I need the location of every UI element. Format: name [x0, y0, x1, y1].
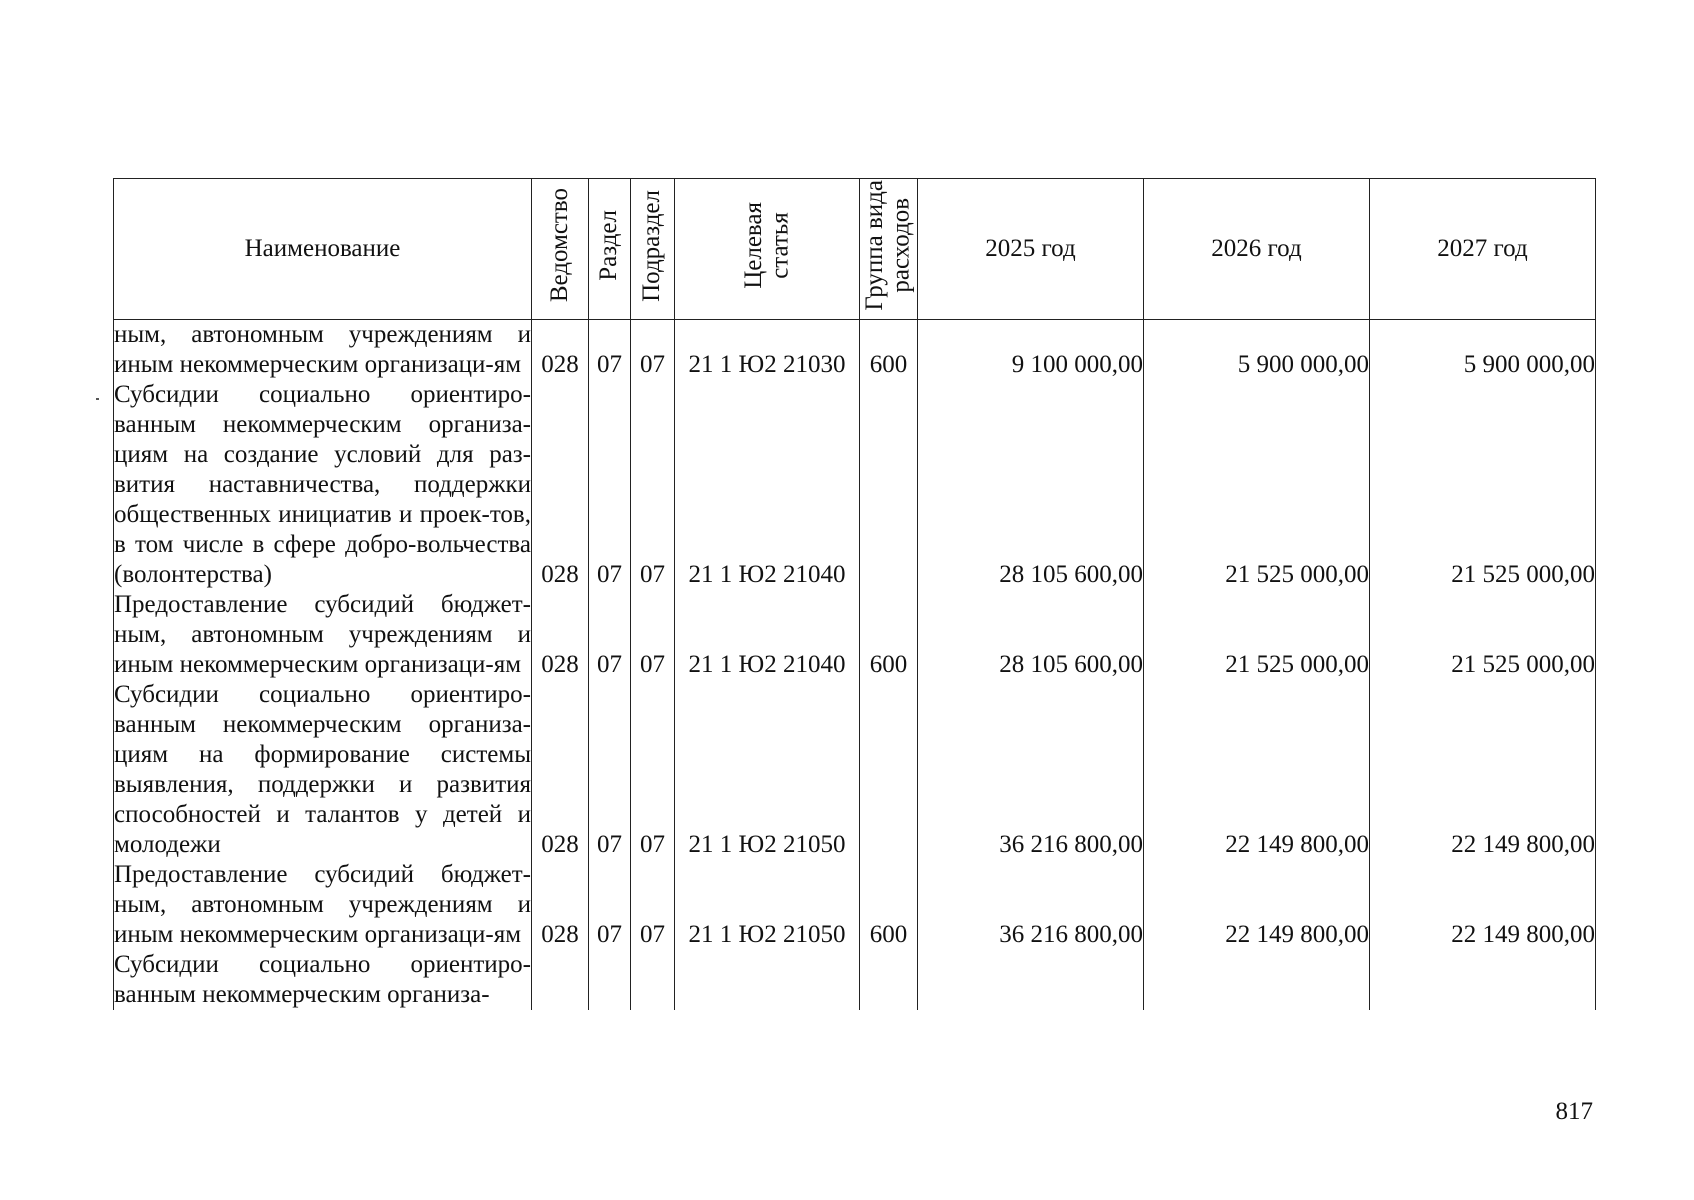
row-vedomstvo: 028 — [532, 680, 589, 860]
header-vedomstvo — [532, 179, 589, 320]
row-podrazdel: 07 — [631, 590, 675, 680]
header-target-line1: Целевая — [739, 202, 767, 289]
header-razdel — [589, 179, 631, 320]
row-2025: 28 105 600,00 — [918, 380, 1144, 590]
budget-table — [113, 178, 1596, 1010]
header-name: Наименование — [114, 179, 532, 320]
header-podrazdel-label: Подраздел — [638, 189, 666, 302]
row-name: Субсидии социально ориентиро-ванным некоммерческим организа-циям на создание условий для раз-вития наставничества, поддержки общественных инициатив и проек-тов, в том числе в сфере добро-вольчества (волонтерства) — [114, 381, 531, 588]
row-group: 600 — [860, 320, 918, 381]
scan-speck — [96, 398, 99, 400]
row-vedomstvo: 028 — [532, 320, 589, 381]
header-2027: 2027 год — [1370, 179, 1596, 320]
row-2025: 36 216 800,00 — [918, 860, 1144, 950]
row-razdel: 07 — [589, 590, 631, 680]
row-2027: 21 525 000,00 — [1370, 590, 1596, 680]
row-group — [860, 950, 918, 1010]
header-target-label — [741, 202, 794, 289]
row-group: 600 — [860, 860, 918, 950]
row-name: Предоставление субсидий бюджет-ным, автономным учреждениям и иным некоммерческим организаци-ям — [114, 861, 531, 948]
row-2026 — [1144, 950, 1370, 1010]
row-target: 21 1 Ю2 21030 — [675, 320, 860, 381]
row-vedomstvo: 028 — [532, 590, 589, 680]
row-2027: 21 525 000,00 — [1370, 380, 1596, 590]
table-row — [114, 680, 1596, 860]
row-podrazdel: 07 — [631, 680, 675, 860]
table-row — [114, 860, 1596, 950]
row-razdel: 07 — [589, 680, 631, 860]
header-group-line1: Группа вида — [861, 180, 889, 311]
row-razdel: 07 — [589, 860, 631, 950]
row-target: 21 1 Ю2 21040 — [675, 590, 860, 680]
row-2025 — [918, 950, 1144, 1010]
row-2025: 36 216 800,00 — [918, 680, 1144, 860]
header-group-label — [862, 180, 915, 311]
page-number: 817 — [1555, 1098, 1593, 1125]
row-podrazdel: 07 — [631, 860, 675, 950]
header-podrazdel — [631, 179, 675, 320]
header-razdel-label: Раздел — [595, 210, 623, 281]
row-target — [675, 950, 860, 1010]
header-2026: 2026 год — [1144, 179, 1370, 320]
row-2026: 5 900 000,00 — [1144, 320, 1370, 381]
row-2026: 22 149 800,00 — [1144, 860, 1370, 950]
row-podrazdel: 07 — [631, 320, 675, 381]
header-group — [860, 179, 918, 320]
row-name: Субсидии социально ориентиро-ванным некоммерческим организа- — [114, 951, 531, 1008]
table-row — [114, 950, 1596, 1010]
header-2025: 2025 год — [918, 179, 1144, 320]
row-group: 600 — [860, 590, 918, 680]
row-target: 21 1 Ю2 21050 — [675, 860, 860, 950]
row-name: Субсидии социально ориентиро-ванным некоммерческим организа-циям на формирование системы выявления, поддержки и развития способностей и талантов у детей и молодежи — [114, 681, 531, 858]
row-group — [860, 380, 918, 590]
row-2027: 22 149 800,00 — [1370, 860, 1596, 950]
header-group-line2: расходов — [887, 198, 915, 293]
row-2026: 21 525 000,00 — [1144, 590, 1370, 680]
row-razdel — [589, 950, 631, 1010]
table-row — [114, 320, 1596, 381]
row-podrazdel: 07 — [631, 380, 675, 590]
header-vedomstvo-label: Ведомство — [545, 188, 573, 303]
row-2027 — [1370, 950, 1596, 1010]
row-razdel: 07 — [589, 320, 631, 381]
header-target — [675, 179, 860, 320]
row-target: 21 1 Ю2 21050 — [675, 680, 860, 860]
header-target-line2: статья — [766, 212, 793, 279]
row-2025: 28 105 600,00 — [918, 590, 1144, 680]
row-target: 21 1 Ю2 21040 — [675, 380, 860, 590]
row-2027: 5 900 000,00 — [1370, 320, 1596, 381]
row-vedomstvo — [532, 950, 589, 1010]
row-razdel: 07 — [589, 380, 631, 590]
table-row — [114, 380, 1596, 590]
row-2025: 9 100 000,00 — [918, 320, 1144, 381]
row-2026: 21 525 000,00 — [1144, 380, 1370, 590]
table-header-row — [114, 179, 1596, 320]
row-2027: 22 149 800,00 — [1370, 680, 1596, 860]
table-row — [114, 590, 1596, 680]
row-group — [860, 680, 918, 860]
row-podrazdel — [631, 950, 675, 1010]
row-vedomstvo: 028 — [532, 860, 589, 950]
row-2026: 22 149 800,00 — [1144, 680, 1370, 860]
row-name: Предоставление субсидий бюджет-ным, автономным учреждениям и иным некоммерческим организаци-ям — [114, 591, 531, 678]
row-name: ным, автономным учреждениям и иным некоммерческим организаци-ям — [114, 321, 531, 378]
row-vedomstvo: 028 — [532, 380, 589, 590]
